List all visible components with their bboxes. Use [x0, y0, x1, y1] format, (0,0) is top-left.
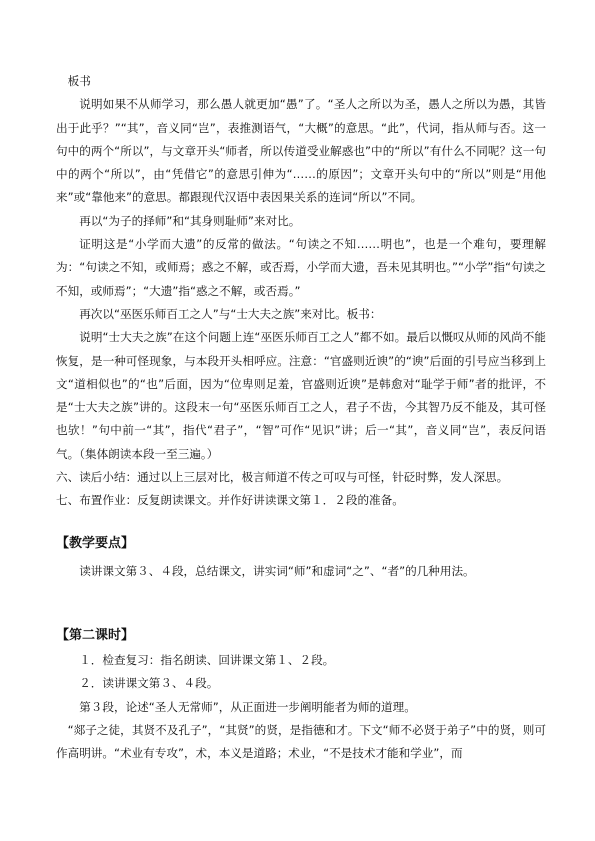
- paragraph-3: 证明这是“小学而大遗”的反常的做法。“句读之不知……明也”，也是一个难句，要理解为：“句读之不知，或师焉；惑之不解，或否焉，小学而大遗，吾未见其明也。”“小学”指“句读之不知，或师焉”；“大遗”指“惑之不解，或否焉。”: [56, 237, 546, 298]
- second-lesson-body: [56, 649, 546, 765]
- step-7-homework: 七、布置作业：反复朗读课文。并作好讲读课文第１．２段的准备。: [56, 493, 404, 508]
- second-lesson-para-1: 第３段，论述“圣人无常师”，从正面进一步阐明能者为师的道理。: [79, 699, 416, 714]
- paragraph-1: 说明如果不从师学习，那么愚人就更加“愚”了。“圣人之所以为圣，愚人之所以为愚，其皆出于此乎？”“其”，音义同“岂”，表推测语气，“大概”的意思。“此”，代词，指从师与否。这一句中的两个“所以”，与文章开头“师者，所以传道受业解惑也”中的“所以”有什么不同呢？这一句中的两个“所以”，由“凭借它”的意思引伸为“……的原因”；文章开头句中的“所以”则是“用他来”或“靠他来”的意思。都跟现代汉语中表因果关系的连词“所以”不同。: [56, 97, 546, 205]
- teaching-points-text: 读讲课文第３、４段，总结课文，讲实词“师”和虚词“之”、“者”的几种用法。: [79, 564, 475, 578]
- second-lesson-item-2: ２．读讲课文第３、４段。: [79, 676, 219, 691]
- banshu-label: 板书: [67, 74, 91, 88]
- section-second-lesson: [56, 624, 546, 647]
- second-lesson-para-2: “郯子之徒，其贤不及孔子”，“其贤”的贤，是指德和才。下文“师不必贤于弟子”中的贤，则可作高明讲。“术业有专攻”，术，本义是道路；术业，“不是技术才能和学业”，而: [56, 722, 546, 761]
- paragraph-5: 说明“士大夫之族”在这个问题上连“巫医乐师百工之人”都不如。最后以慨叹从师的风尚不能恢复，是一种可怪现象，与本段开头相呼应。注意：“官盛则近谀”的“谀”后面的引号应当移到上文“道相似也”的“也”后面，因为“位卑则足羞，官盛则近谀”是韩愈对“耻学于师”者的批评，不是“士大夫之族”讲的。这段末一句“巫医乐师百工之人，君子不齿，今其智乃反不能及，其可怪也欤！”句中前一“其”，指代“君子”，“智”可作“见识”讲；后一“其”，音义同“岂”，表反问语气。（集体朗读本段一至三遍。）: [56, 330, 546, 461]
- paragraph-2: 再以“为子的择师”和“其身则耻师”来对比。: [79, 213, 301, 228]
- step-6-summary: 六、读后小结：通过以上三层对比，极言师道不传之可叹与可怪，针砭时弊，发人深思。: [56, 470, 509, 485]
- second-lesson-item-1: １．检查复习：指名朗读、回讲课文第１、２段。: [79, 653, 335, 667]
- paragraph-4: 再次以“巫医乐师百工之人”与“士大夫之族”来对比。板书：: [79, 306, 382, 321]
- teaching-points-heading: 【教学要点】: [56, 536, 135, 551]
- section-teaching-points: [56, 532, 546, 555]
- teaching-points-body: [56, 560, 546, 583]
- second-lesson-heading: 【第二课时】: [56, 628, 135, 643]
- section-banshu: [56, 70, 546, 513]
